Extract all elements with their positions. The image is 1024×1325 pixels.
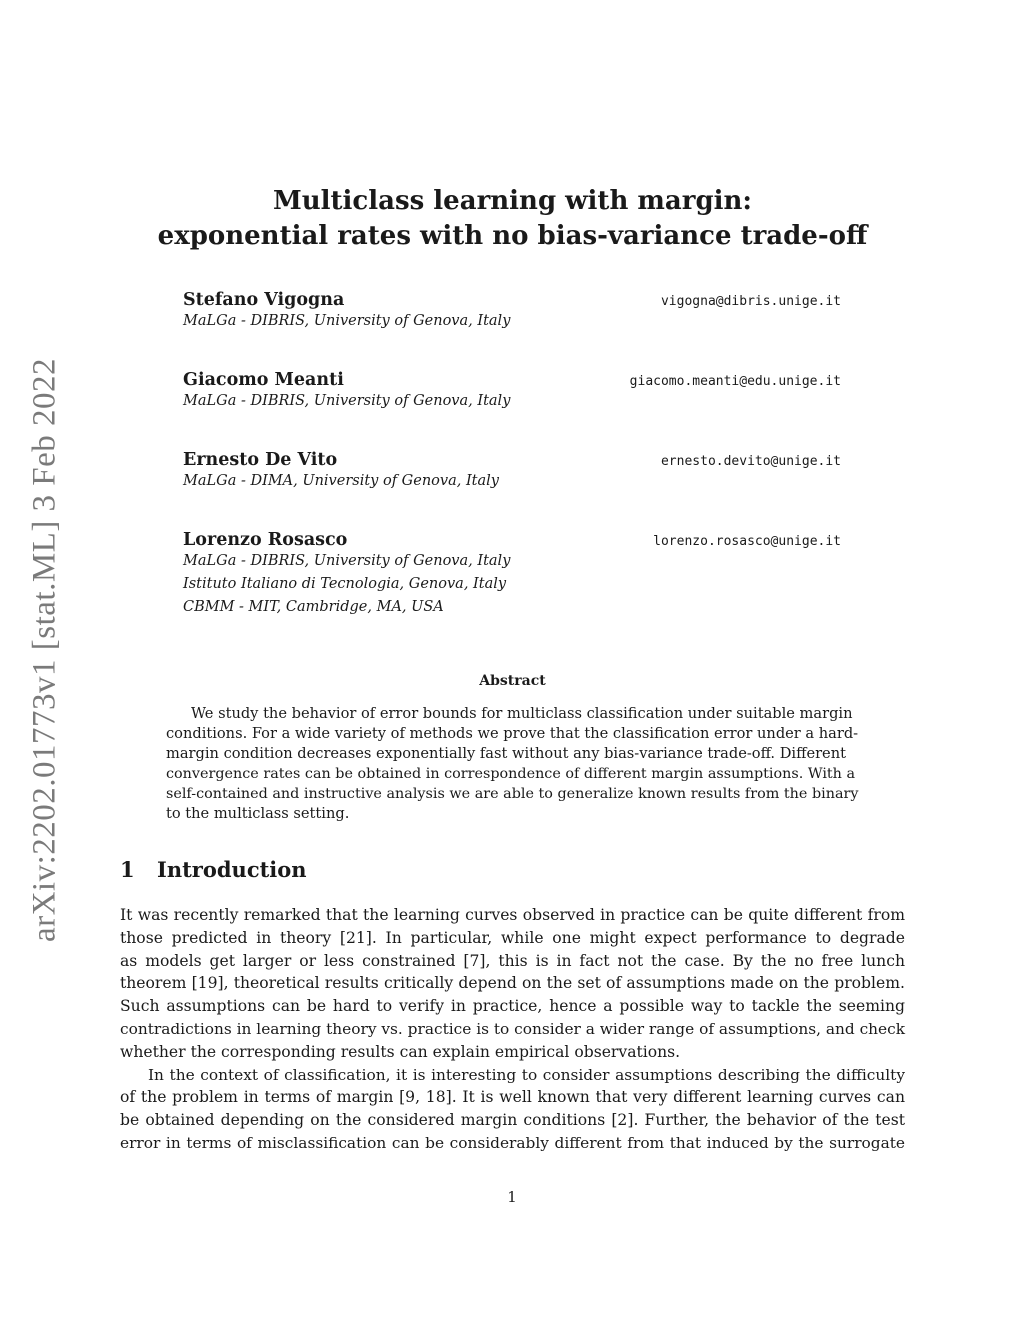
author-name: Lorenzo Rosasco <box>183 530 348 550</box>
author-name: Giacomo Meanti <box>183 370 344 390</box>
author-email[interactable]: vigogna@dibris.unige.it <box>660 294 841 309</box>
author-name: Stefano Vigogna <box>183 290 345 310</box>
body-line: In the context of classification, it is interesting to consider assumptions describing the difficulty <box>148 1065 905 1084</box>
author-email[interactable]: giacomo.meanti@edu.unige.it <box>629 374 841 389</box>
author-affiliation: MaLGa - DIMA, University of Genova, Italy <box>183 473 499 489</box>
section-heading <box>120 857 307 882</box>
author-block <box>183 530 841 619</box>
introduction-body <box>120 904 905 1155</box>
abstract-line: margin condition decreases exponentially fast without any bias-variance trade-off. Different <box>166 745 846 762</box>
body-line: of the problem in terms of margin [9, 18]. It is well known that very different learning curves can <box>120 1088 905 1107</box>
author-email[interactable]: lorenzo.rosasco@unige.it <box>653 534 841 549</box>
author-affiliation: MaLGa - DIBRIS, University of Genova, Italy <box>183 393 511 409</box>
paper-title <box>120 184 905 254</box>
page-number: 1 <box>507 1188 517 1206</box>
abstract-line: We study the behavior of error bounds for multiclass classification under suitable margin <box>191 705 853 722</box>
body-line: as models get larger or less constrained [7], this is in fact not the case. By the no free lunch <box>120 951 905 970</box>
abstract-heading: Abstract <box>479 673 546 689</box>
abstract-line: self-contained and instructive analysis we are able to generalize known results from the binary <box>166 786 859 802</box>
body-line: error in terms of misclassification can be considerably different from that induced by the surrogate <box>120 1133 905 1152</box>
abstract-text <box>166 704 866 824</box>
author-affiliation: MaLGa - DIBRIS, University of Genova, Italy <box>183 553 511 569</box>
body-line: be obtained depending on the considered margin conditions [2]. Further, the behavior of the test <box>120 1111 905 1130</box>
author-email[interactable]: ernesto.devito@unige.it <box>660 454 841 469</box>
author-affiliation: MaLGa - DIBRIS, University of Genova, Italy <box>183 313 511 329</box>
arxiv-stamp-text: arXiv:2202.01773v1 [stat.ML] 3 Feb 2022 <box>26 357 63 943</box>
body-line: theorem [19], theoretical results critically depend on the set of assumptions made on the problem. <box>120 974 905 993</box>
section-number: 1 <box>120 857 135 882</box>
abstract-line: to the multiclass setting. <box>166 805 350 822</box>
title-line: Multiclass learning with margin: <box>272 186 753 216</box>
abstract-line: conditions. For a wide variety of methods we prove that the classification error under a hard- <box>166 725 859 742</box>
author-block <box>183 370 841 413</box>
body-line: whether the corresponding results can explain empirical observations. <box>120 1042 681 1061</box>
body-line: contradictions in learning theory vs. practice is to consider a wider range of assumptions, and check <box>120 1019 906 1038</box>
author-name: Ernesto De Vito <box>183 450 338 470</box>
body-line: Such assumptions can be hard to verify in practice, hence a possible way to tackle the seeming <box>120 997 905 1016</box>
abstract-line: convergence rates can be obtained in correspondence of different margin assumptions. With a <box>166 766 856 782</box>
author-block <box>183 450 841 493</box>
author-affiliation: Istituto Italiano di Tecnologia, Genova, Italy <box>183 576 507 592</box>
body-line: those predicted in theory [21]. In particular, while one might expect performance to degrade <box>120 928 905 947</box>
author-affiliation: CBMM - MIT, Cambridge, MA, USA <box>183 599 444 615</box>
body-line: It was recently remarked that the learning curves observed in practice can be quite different from <box>120 906 905 924</box>
section-title: Introduction <box>157 857 307 882</box>
author-block <box>183 290 841 333</box>
title-line: exponential rates with no bias-variance trade-off <box>157 221 868 251</box>
